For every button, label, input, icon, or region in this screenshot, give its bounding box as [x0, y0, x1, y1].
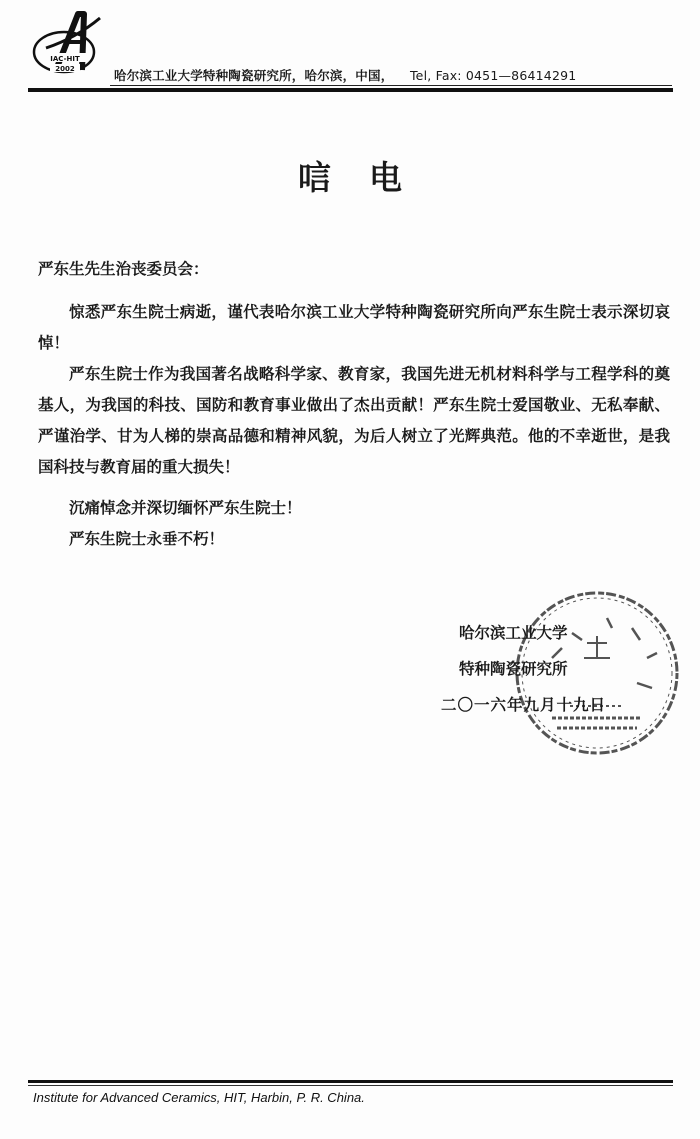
paragraph-mourning: 沉痛悼念并深切缅怀严东生院士！	[69, 499, 302, 517]
footer-divider-thin	[28, 1085, 673, 1086]
signature-date: 二〇一六年九月十九日	[441, 696, 607, 714]
footer-institute: Institute for Advanced Ceramics, HIT, Harbin, P. R. China.	[33, 1090, 365, 1105]
paragraph-tribute: 严东生院士作为我国著名战略科学家、教育家，我国先进无机材料科学与工程学科的奠基人，为我国的科技、国防和教育事业做出了杰出贡献！严东生院士爱国敬业、无私奉献、严谨治学、甘为人梯的崇高品德和精神风貌，为后人树立了光辉典范。他的不幸逝世，是我国科技与教育届的重大损失！	[38, 365, 670, 476]
letterhead-contact: Tel, Fax: 0451—86414291	[409, 68, 577, 83]
signature-org-line2: 特种陶瓷研究所	[459, 660, 568, 678]
salutation: 严东生先生治丧委员会：	[38, 260, 209, 278]
signature-org-line1: 哈尔滨工业大学	[459, 624, 568, 642]
institute-logo	[26, 8, 106, 78]
header-divider-thick	[28, 88, 673, 92]
header-divider-thin	[110, 85, 672, 86]
svg-text:IAC-HIT: IAC-HIT	[50, 55, 80, 63]
footer-divider-thick	[28, 1080, 673, 1083]
letterhead-address	[114, 66, 674, 84]
paragraph-closing: 严东生院士永垂不朽！	[69, 530, 225, 548]
svg-text:2002: 2002	[55, 65, 75, 73]
paragraph-condolence: 惊悉严东生院士病逝，谨代表哈尔滨工业大学特种陶瓷研究所向严东生院士表示深切哀悼！	[38, 303, 670, 352]
letter-body	[38, 297, 670, 555]
logo-emblem-icon	[26, 8, 106, 78]
document-title: 唁电	[298, 158, 440, 197]
letterhead-institute: 哈尔滨工业大学特种陶瓷研究所，哈尔滨，中国，	[114, 68, 394, 83]
